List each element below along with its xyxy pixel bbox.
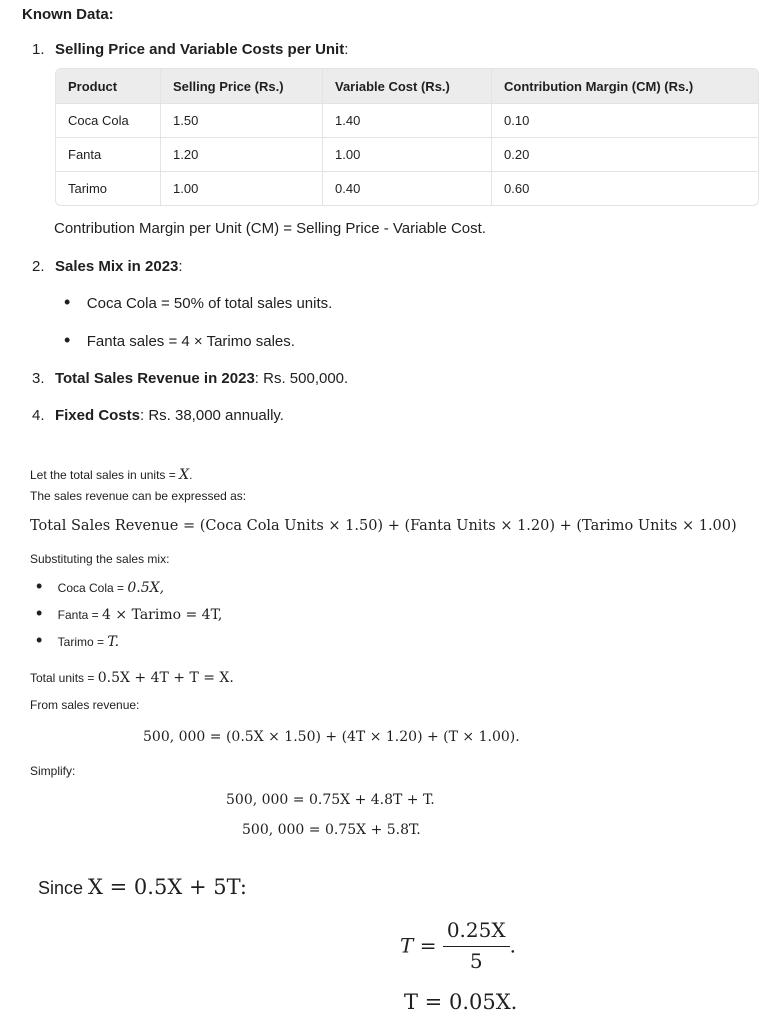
revenue-intro: The sales revenue can be expressed as: (30, 489, 247, 503)
revenue-equation: Total Sales Revenue = (Coca Cola Units × 1.50) + (Fanta Units × 1.20) + (Tarimo Units × 1.00) (30, 518, 737, 534)
item-2 (32, 258, 183, 276)
simplified-equation-1: 500, 000 = 0.75X + 4.8T + T. (226, 792, 435, 808)
sub-label: Coca Cola = (57, 581, 128, 595)
table-header-cell: Variable Cost (Rs.) (323, 69, 492, 103)
from-revenue-text: From sales revenue: (30, 698, 140, 712)
sub-item (36, 603, 223, 623)
fraction-equation (400, 918, 516, 973)
item-number: 1. (32, 41, 45, 58)
sub-item (36, 630, 120, 650)
item-3 (32, 370, 348, 388)
known-data-heading: Known Data: (22, 6, 114, 23)
bullet-icon: • (64, 330, 71, 350)
sub-math: T. (107, 634, 120, 650)
item-rest: : (344, 41, 349, 58)
table-header-cell: Contribution Margin (CM) (Rs.) (492, 69, 758, 103)
table-cell: 1.00 (323, 137, 492, 171)
table-cell: 0.20 (492, 137, 758, 171)
table-header-cell: Product (56, 69, 161, 103)
item-rest: : (178, 258, 183, 275)
bullet-icon: • (64, 292, 71, 312)
result-equation: T = 0.05X. (404, 990, 518, 1014)
item-number: 4. (32, 407, 45, 424)
sales-mix-item (64, 330, 295, 351)
sub-math: 4 × Tarimo = 4T, (102, 607, 223, 623)
table-cell: 0.10 (492, 103, 758, 137)
table-row (56, 103, 758, 137)
table-row (56, 137, 758, 171)
revenue-substituted-equation: 500, 000 = (0.5X × 1.50) + (4T × 1.20) + (T × 1.00). (143, 729, 520, 745)
bullet-icon: • (36, 603, 43, 623)
item-title: Fixed Costs (54, 407, 140, 424)
item-1 (32, 41, 348, 59)
table-cell: 1.50 (161, 103, 323, 137)
let-total-line (30, 467, 192, 483)
table-cell: 1.20 (161, 137, 323, 171)
bullet-icon: • (36, 630, 43, 650)
let-total-var: X (179, 467, 190, 483)
table-cell: Tarimo (56, 171, 161, 205)
substituting-text: Substituting the sales mix: (30, 552, 170, 566)
item-number: 2. (32, 258, 45, 275)
table-cell: 0.60 (492, 171, 758, 205)
sub-label: Fanta = (57, 608, 103, 622)
fraction-numerator: 0.25X (443, 918, 510, 947)
item-4 (32, 407, 284, 425)
since-line (38, 875, 247, 899)
table-row (56, 171, 758, 205)
fraction (443, 918, 510, 973)
simplify-text: Simplify: (30, 764, 76, 778)
sub-math: 0.5X, (127, 580, 165, 596)
sub-label: Tarimo = (57, 635, 108, 649)
item-title: Total Sales Revenue (54, 370, 200, 387)
sales-mix-text: Fanta sales = 4 × Tarimo sales. (86, 333, 295, 350)
let-total-end: . (189, 468, 193, 482)
item-title: Selling Price and Variable Costs per Unit (54, 41, 345, 58)
let-total-text: Let the total sales in units = (30, 468, 180, 482)
table-cell: Fanta (56, 137, 161, 171)
since-label: Since (38, 878, 89, 898)
table-cell: Coca Cola (56, 103, 161, 137)
item-rest: : Rs. 500,000. (254, 370, 349, 387)
cm-note: Contribution Margin per Unit (CM) = Selling Price - Variable Cost. (54, 220, 486, 237)
item-rest: : Rs. 38,000 annually. (140, 407, 284, 424)
fraction-end: . (509, 933, 516, 958)
table-cell: 1.40 (323, 103, 492, 137)
fraction-denominator: 5 (469, 949, 483, 973)
table-header-row (56, 69, 758, 103)
total-units-label: Total units = (30, 671, 98, 685)
sales-mix-item (64, 292, 333, 313)
product-cost-table (55, 68, 759, 206)
table-header-cell: Selling Price (Rs.) (161, 69, 323, 103)
table-cell: 0.40 (323, 171, 492, 205)
sub-item (36, 576, 165, 596)
item-number: 3. (32, 370, 45, 387)
total-units-math: 0.5X + 4T + T = X. (97, 670, 234, 686)
sales-mix-text: Coca Cola = 50% of total sales units. (86, 295, 333, 312)
since-math: X = 0.5X + 5T: (88, 875, 247, 899)
total-units-line (30, 670, 234, 686)
item-title: Sales Mix in 2023 (54, 258, 179, 275)
table-cell: 1.00 (161, 171, 323, 205)
item-title-suffix: in 2023 (199, 370, 255, 387)
bullet-icon: • (36, 576, 43, 596)
fraction-lhs: T = (400, 933, 437, 958)
simplified-equation-2: 500, 000 = 0.75X + 5.8T. (242, 822, 421, 838)
